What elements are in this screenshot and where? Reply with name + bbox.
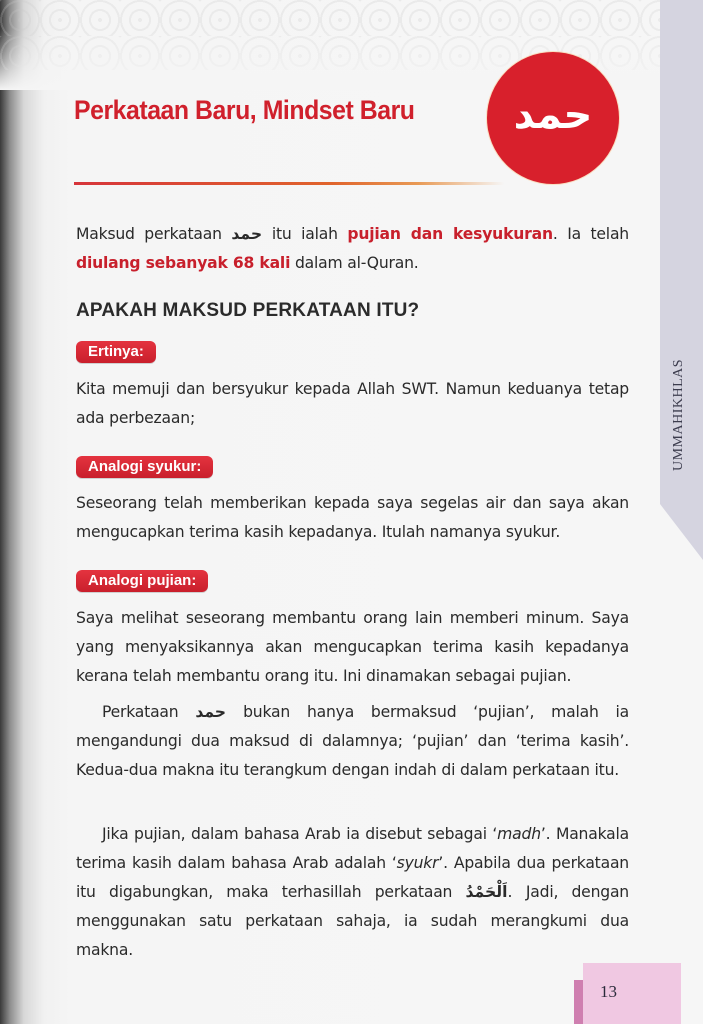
- term-madh: madh: [497, 825, 541, 843]
- para-text: ’. Apabila dua perkataan itu digabungkan, maka terhasillah perkataan: [76, 854, 629, 901]
- label-ertinya: Ertinya:: [76, 341, 156, 363]
- term-syukr: syukr: [396, 854, 439, 872]
- title-divider: [74, 182, 504, 185]
- intro-paragraph: [76, 220, 629, 278]
- paragraph-hamd-meaning: [76, 698, 629, 785]
- paragraph-madh-syukr: [76, 820, 629, 965]
- para-text: . Jadi, dengan menggunakan satu perkataan sahaja, ia sudah merangkumi dua makna.: [76, 883, 629, 959]
- intro-text: Maksud perkataan: [76, 225, 232, 243]
- para-text: Perkataan: [102, 703, 196, 721]
- intro-text: . Ia telah: [552, 225, 629, 243]
- intro-highlight: pujian dan kesyukuran: [347, 225, 553, 243]
- intro-highlight: diulang sebanyak 68 kali: [76, 254, 291, 272]
- section-heading: APAKAH MAKSUD PERKATAAN ITU?: [76, 300, 420, 321]
- side-tab-text: UMMAHIKHLAS: [671, 358, 686, 472]
- ertinya-text: Kita memuji dan bersyukur kepada Allah SWT. Namun keduanya tetap ada perbezaan;: [76, 380, 629, 427]
- para-text: Jika pujian, dalam bahasa Arab ia disebut sebagai ‘: [102, 825, 498, 843]
- intro-text: dalam al-Quran.: [290, 254, 419, 272]
- side-tab-label: [666, 340, 692, 490]
- page-number-box: [583, 963, 681, 1024]
- label-analogi-syukur: Analogi syukur:: [76, 456, 213, 478]
- intro-text: itu ialah: [262, 225, 348, 243]
- label-analogi-pujian: Analogi pujian:: [76, 570, 208, 592]
- page-number: 13: [600, 982, 617, 1001]
- intro-arabic: حمد: [231, 225, 263, 243]
- para-arabic: حمد: [195, 703, 227, 721]
- para-text: bukan hanya bermaksud ‘pujian’, malah ia mengandungi dua maksud di dalamnya; ‘pujian’ dan ‘terima kasih’. Kedua-dua makna itu terangkum dengan indah di dalam perkataan itu.: [76, 703, 629, 779]
- badge-arabic-text: حمد: [513, 92, 593, 138]
- para-text: ’. Manakala terima kasih dalam bahasa Arab adalah ‘: [76, 825, 629, 872]
- para-arabic: اَلْحَمْدُ: [465, 883, 508, 901]
- analogi-syukur-text: Seseorang telah memberikan kepada saya segelas air dan saya akan mengucapkan terima kasih kepadanya. Itulah namanya syukur.: [76, 494, 629, 541]
- arabic-word-badge: [487, 52, 619, 184]
- analogi-pujian-text: Saya melihat seseorang membantu orang lain memberi minum. Saya yang menyaksikannya akan mengucapkan terima kasih kepadanya kerana telah membantu orang itu. Ini dinamakan sebagai pujian.: [76, 609, 629, 685]
- page-title: Perkataan Baru, Mindset Baru: [74, 95, 415, 125]
